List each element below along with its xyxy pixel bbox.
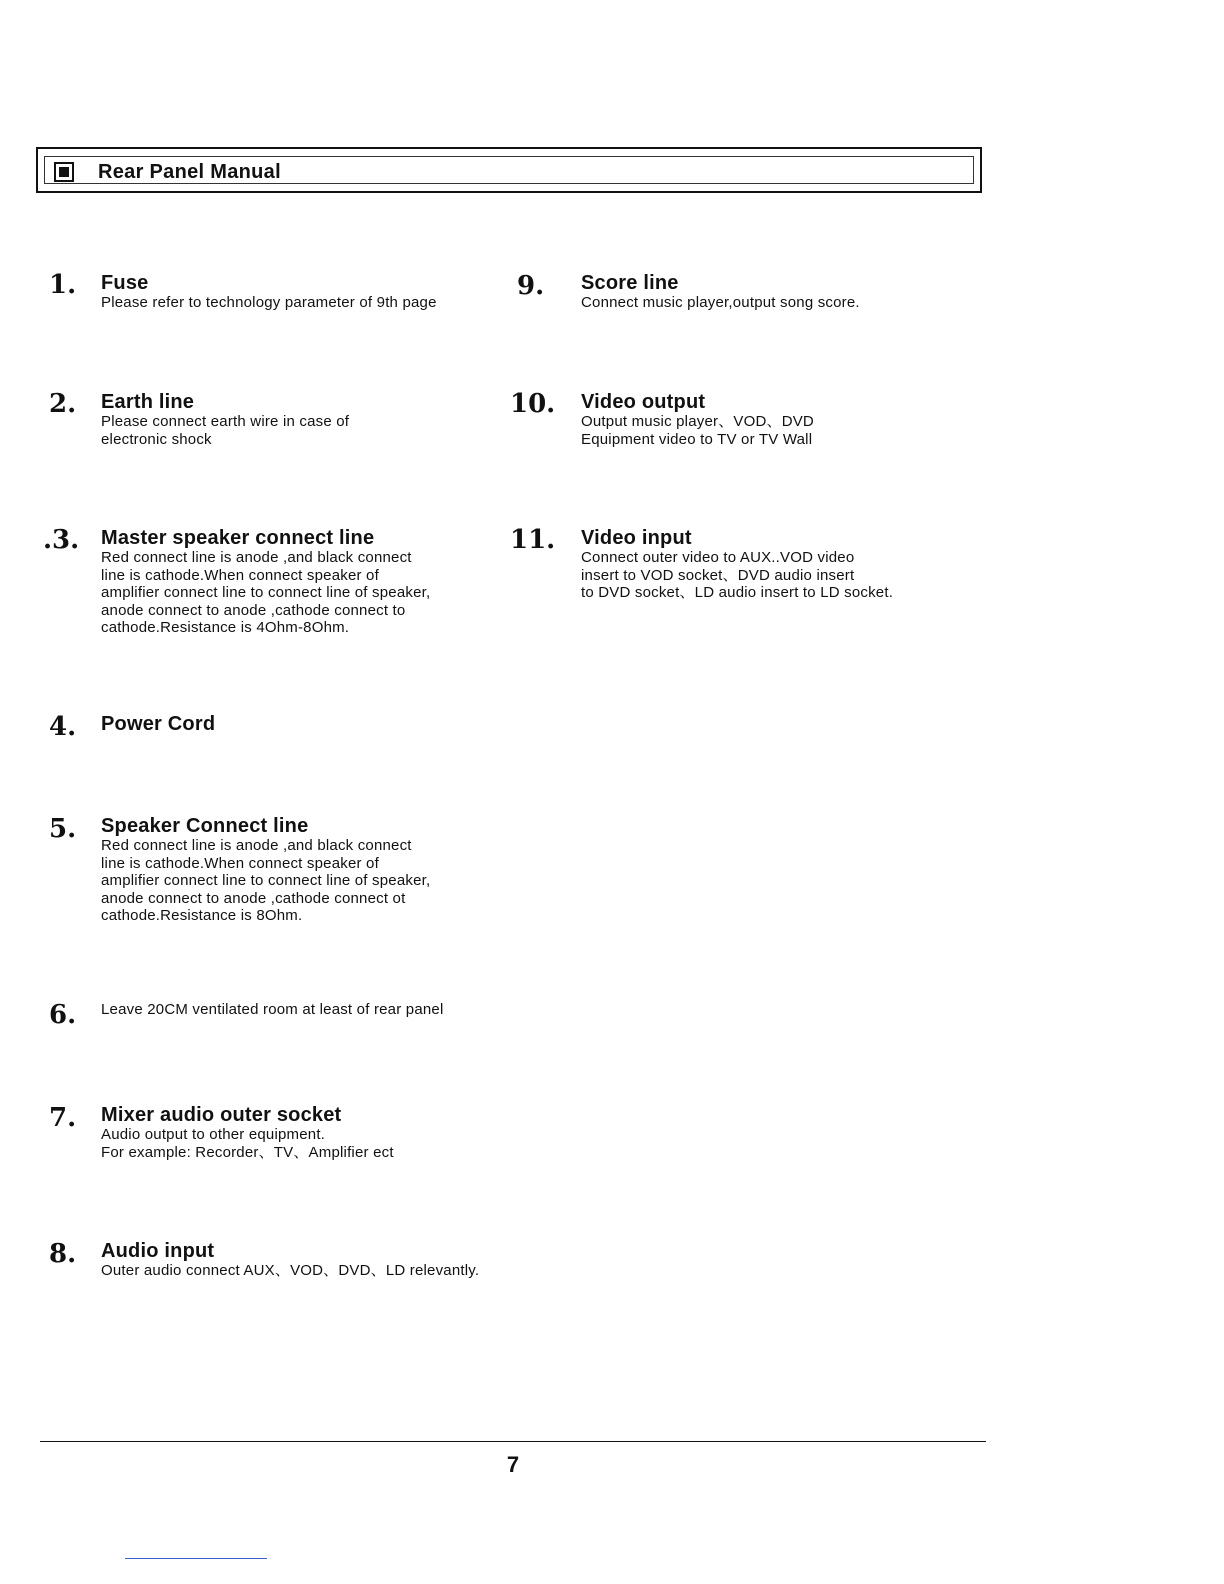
item-number: 11. [510,525,556,555]
description-line: to DVD socket、LD audio insert to LD socket. [581,584,894,602]
description-line: anode connect to anode ,cathode connect ot [101,889,406,907]
list-item-power-cord [49,712,216,742]
description-line: Outer audio connect AUX、VOD、DVD、LD relevantly. [101,1262,480,1279]
section-header [36,147,982,193]
item-description [101,294,437,312]
description-line: Please connect earth wire in case of [101,413,350,430]
description-line: line is cathode.When connect speaker of [101,566,379,584]
item-number: 4. [49,712,77,742]
item-description [581,549,893,602]
description-line: cathode.Resistance is 8Ohm. [101,907,303,925]
description-line: Connect outer video to AUX..VOD video [581,549,855,566]
item-number: 5. [49,814,77,844]
description-line: line is cathode.When connect speaker of [101,854,379,872]
item-description [101,413,349,448]
item-description [101,549,430,637]
item-title: Audio input [101,1240,215,1262]
item-description [101,1001,444,1019]
list-item-fuse [49,270,437,312]
list-item-earth-line [49,389,350,448]
description-line: Please refer to technology parameter of 9th page [101,294,437,311]
description-line: Leave 20CM ventilated room at least of rear panel [101,1001,444,1018]
description-line: Audio output to other equipment. [101,1126,326,1143]
list-item-speaker-connect-line [49,814,431,925]
list-item-video-output [510,389,814,448]
list-item-ventilation-note [49,1000,444,1030]
item-number: 7. [49,1103,77,1133]
footer-divider [40,1441,986,1442]
item-number: .3. [43,525,80,555]
list-item-score-line [517,271,860,312]
list-item-mixer-audio-outer-socket [49,1103,394,1161]
item-description [101,837,430,925]
item-number: 10. [510,389,556,419]
item-description [581,413,814,448]
page-number: 7 [506,1452,520,1477]
item-title: Speaker Connect line [101,815,309,837]
filled-square-icon [54,162,74,182]
description-line: Red connect line is anode ,and black connect [101,549,412,566]
description-line: Connect music player,output song score. [581,294,860,311]
description-line: electronic shock [101,430,212,448]
list-item-master-speaker-connect-line [43,525,431,637]
item-title: Fuse [101,272,149,294]
item-number: 1. [49,270,77,300]
item-number: 2. [49,389,77,419]
item-title: Earth line [101,391,195,413]
decorative-underline [125,1558,267,1559]
item-title: Video input [581,527,692,549]
item-description [581,294,860,312]
description-line: For example: Recorder、TV、Amplifier ect [101,1143,394,1161]
item-number: 9. [517,271,545,301]
description-line: Output music player、VOD、DVD [581,413,814,430]
item-title: Master speaker connect line [101,527,375,549]
description-line: amplifier connect line to connect line of speaker, [101,584,431,602]
description-line: Equipment video to TV or TV Wall [581,430,813,448]
item-number: 6. [49,1000,77,1030]
description-line: cathode.Resistance is 4Ohm-8Ohm. [101,619,350,637]
list-item-audio-input [49,1239,480,1280]
description-line: anode connect to anode ,cathode connect to [101,601,406,619]
item-description [101,1126,394,1161]
item-title: Score line [581,272,679,294]
item-description [101,1262,479,1280]
item-title: Video output [581,391,706,413]
item-title: Mixer audio outer socket [101,1104,342,1126]
description-line: Red connect line is anode ,and black connect [101,837,412,854]
page-title: Rear Panel Manual [98,161,281,183]
list-item-video-input [510,525,894,602]
item-title: Power Cord [101,713,216,735]
description-line: amplifier connect line to connect line of speaker, [101,872,431,890]
description-line: insert to VOD socket、DVD audio insert [581,566,855,584]
item-number: 8. [49,1239,77,1269]
